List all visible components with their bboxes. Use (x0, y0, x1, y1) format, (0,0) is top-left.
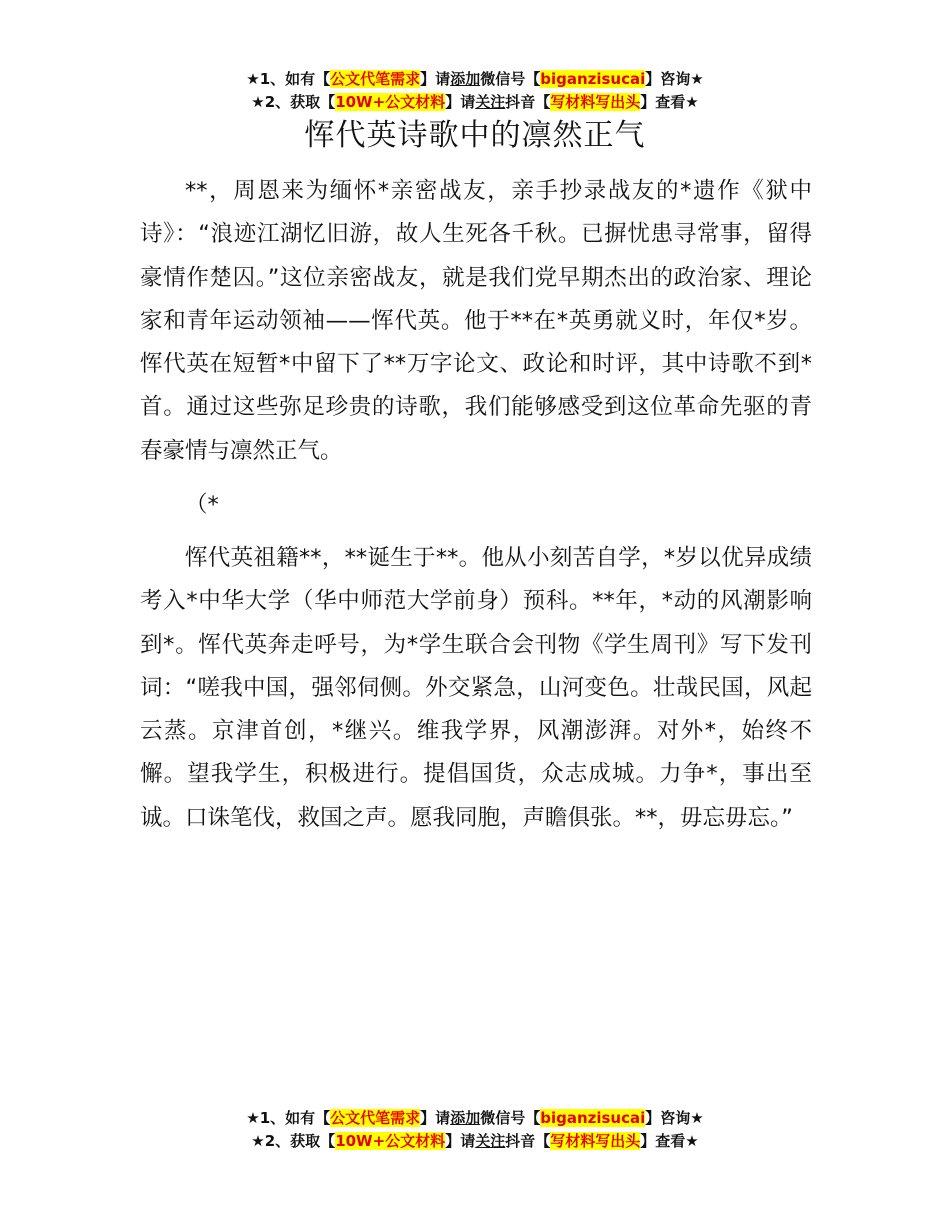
highlight-douyin-account: 写材料写出头 (550, 1132, 641, 1150)
banner-text: ★2、获取【 (251, 93, 336, 111)
banner-emphasis: 关注 (475, 93, 506, 111)
banner-text: 】查看★ (640, 1132, 699, 1150)
banner-text: ★2、获取【 (251, 1132, 336, 1150)
section-heading-stub: （* (185, 492, 219, 518)
banner-emphasis: 添加 (450, 70, 481, 88)
banner-text: 微信号【 (480, 1109, 541, 1127)
highlight-service: 公文代笔需求 (330, 1109, 421, 1127)
banner-text: 】请 (445, 93, 476, 111)
document-title: 恽代英诗歌中的凛然正气 (304, 118, 646, 153)
banner-text: ★1、如有【 (246, 1109, 331, 1127)
highlight-materials: 10W+公文材料 (335, 1132, 446, 1150)
header-banner (0, 68, 950, 114)
highlight-douyin-account: 写材料写出头 (550, 93, 641, 111)
banner-text: 抖音【 (505, 93, 551, 111)
body-paragraph: **，周恩来为缅怀*亲密战友，亲手抄录战友的*遗作《狱中诗》：“浪迹江湖忆旧游，故人生死各千秋。已摒忧患寻常事，留得豪情作楚囚。”这位亲密战友，就是我们党早期杰出的政治家、理论家和青年运动领袖——恽代英。他于**在*英勇就义时，年仅*岁。恽代英在短暂*中留下了**万字论文、政论和时评，其中诗歌不到*首。通过这些弥足珍贵的诗歌，我们能够感受到这位革命先驱的青春豪情与凛然正气。 (140, 178, 812, 464)
banner-text: 微信号【 (480, 70, 541, 88)
footer-banner (0, 1107, 950, 1153)
banner-emphasis: 关注 (475, 1132, 506, 1150)
banner-line-1 (0, 1107, 950, 1130)
banner-line-2 (0, 1130, 950, 1153)
body-paragraph-2-block (140, 484, 812, 527)
highlight-wechat-id: biganzisucai (540, 1109, 646, 1127)
body-paragraph-3-block (140, 537, 812, 840)
banner-text: 】咨询★ (645, 70, 704, 88)
banner-text: 】请 (445, 1132, 476, 1150)
banner-text: 抖音【 (505, 1132, 551, 1150)
banner-text: 】请 (420, 70, 451, 88)
banner-text: 】查看★ (640, 93, 699, 111)
banner-text: 】请 (420, 1109, 451, 1127)
banner-text: 】咨询★ (645, 1109, 704, 1127)
highlight-materials: 10W+公文材料 (335, 93, 446, 111)
banner-text: ★1、如有【 (246, 70, 331, 88)
banner-line-1 (0, 68, 950, 91)
highlight-wechat-id: biganzisucai (540, 70, 646, 88)
body-paragraph: 恽代英祖籍**，**诞生于**。他从小刻苦自学，*岁以优异成绩考入*中华大学（华中师范大学前身）预科。**年，*动的风潮影响到*。恽代英奔走呼号，为*学生联合会刊物《学生周刊》写下发刊词：“嗟我中国，强邻伺侧。外交紧急，山河变色。壮哉民国，风起云蒸。京津首创，*继兴。维我学界，风潮澎湃。对外*，始终不懈。望我学生，积极进行。提倡国货，众志成城。力争*，事出至诚。口诛笔伐，救国之声。愿我同胞，声瞻俱张。**，毋忘毋忘。” (140, 545, 812, 831)
banner-line-2 (0, 91, 950, 114)
highlight-service: 公文代笔需求 (330, 70, 421, 88)
body-paragraph-1-block (140, 170, 812, 473)
banner-emphasis: 添加 (450, 1109, 481, 1127)
